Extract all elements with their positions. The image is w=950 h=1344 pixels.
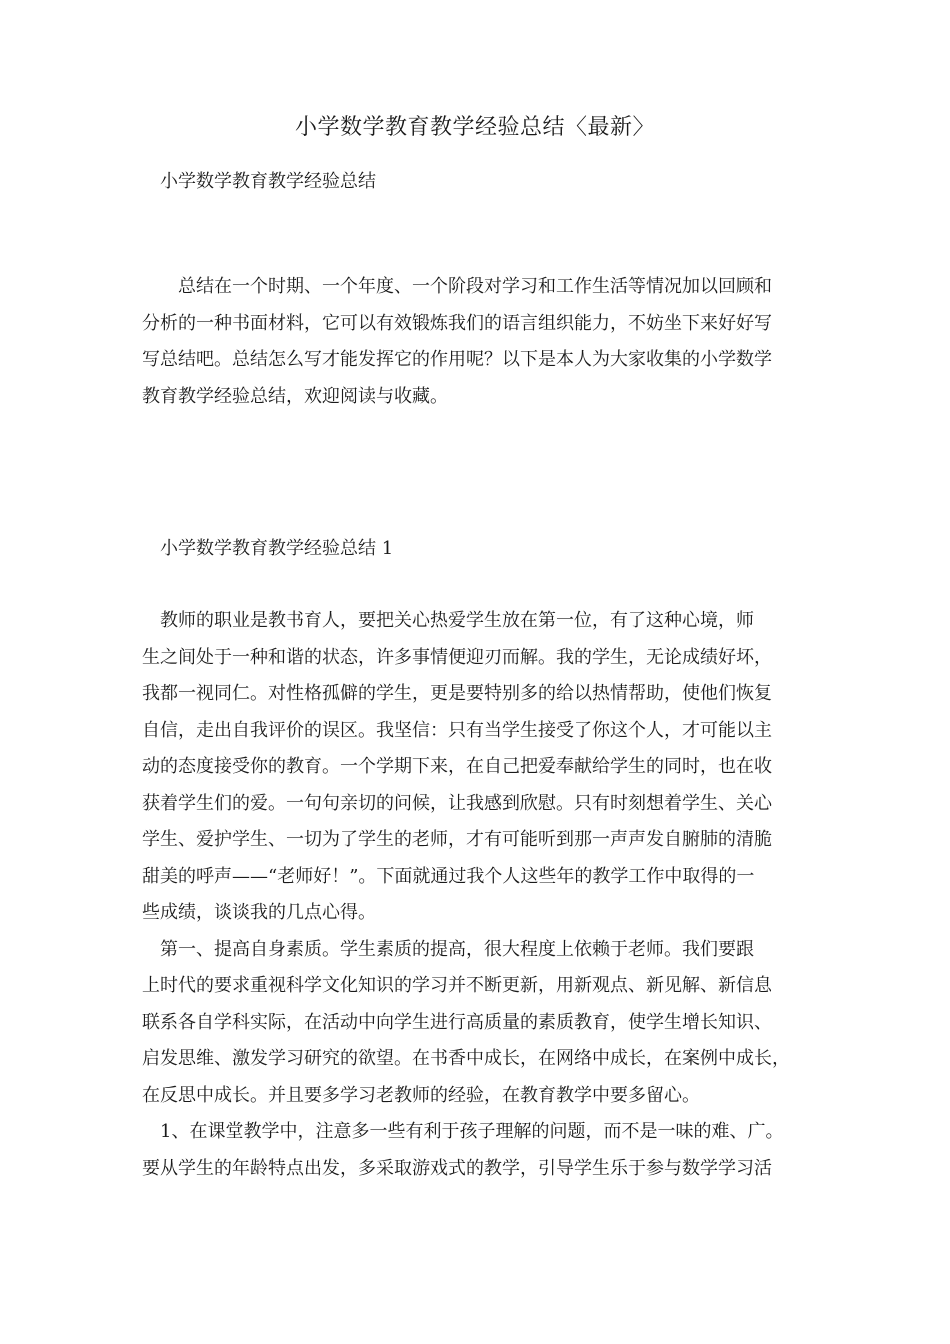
intro-line: 写总结吧。总结怎么写才能发挥它的作用呢？以下是本人为大家收集的小学数学 [142,349,772,370]
intro-line: 分析的一种书面材料，它可以有效锻炼我们的语言组织能力，不妨坐下来好好写 [142,312,772,334]
body-line: 上时代的要求重视科学文化知识的学习并不断更新，用新观点、新见解、新信息 [142,975,772,996]
body-line: 教师的职业是教书育人，要把关心热爱学生放在第一位，有了这种心境，师 [142,610,754,631]
body-line: 学生、爱护学生、一切为了学生的老师，才有可能听到那一声声发自腑肺的清脆 [142,829,772,850]
body-line: 我都一视同仁。对性格孤僻的学生，更是要特别多的给以热情帮助，使他们恢复 [142,683,772,704]
section-body [142,603,826,1187]
intro-line: 总结在一个时期、一个年度、一个阶段对学习和工作生活等情况加以回顾和 [142,276,772,297]
body-line: 启发思维、激发学习研究的欲望。在书香中成长，在网络中成长，在案例中成长， [142,1048,790,1069]
body-line: 动的态度接受你的教育。一个学期下来，在自己把爱奉献给学生的同时，也在收 [142,756,772,777]
body-line: 1、在课堂教学中，注意多一些有利于孩子理解的问题，而不是一味的难、广。 [142,1121,784,1142]
section-heading: 小学数学教育教学经验总结 1 [160,538,394,559]
body-line: 自信，走出自我评价的误区。我坚信：只有当学生接受了你这个人，才可能以主 [142,719,772,741]
body-line: 甜美的呼声——“老师好！”。下面就通过我个人这些年的教学工作中取得的一 [142,865,755,887]
body-line: 第一、提高自身素质。学生素质的提高，很大程度上依赖于老师。我们要跟 [142,938,754,960]
intro-paragraph [142,269,826,415]
body-line: 联系各自学科实际，在活动中向学生进行高质量的素质教育，使学生增长知识、 [142,1011,772,1033]
body-line: 要从学生的年龄特点出发，多采取游戏式的教学，引导学生乐于参与数学学习活 [142,1157,772,1179]
document-subtitle: 小学数学教育教学经验总结 [160,171,376,192]
body-line: 获着学生们的爱。一句句亲切的问候，让我感到欣慰。只有时刻想着学生、关心 [142,792,772,814]
body-line: 在反思中成长。并且要多学习老教师的经验，在教育教学中要多留心。 [142,1084,700,1106]
document-title: 小学数学教育教学经验总结〈最新〉 [294,115,655,140]
intro-line: 教育教学经验总结，欢迎阅读与收藏。 [142,385,448,407]
body-line: 生之间处于一种和谐的状态，许多事情便迎刃而解。我的学生，无论成绩好坏， [142,646,772,668]
body-line: 些成绩，谈谈我的几点心得。 [142,902,376,923]
